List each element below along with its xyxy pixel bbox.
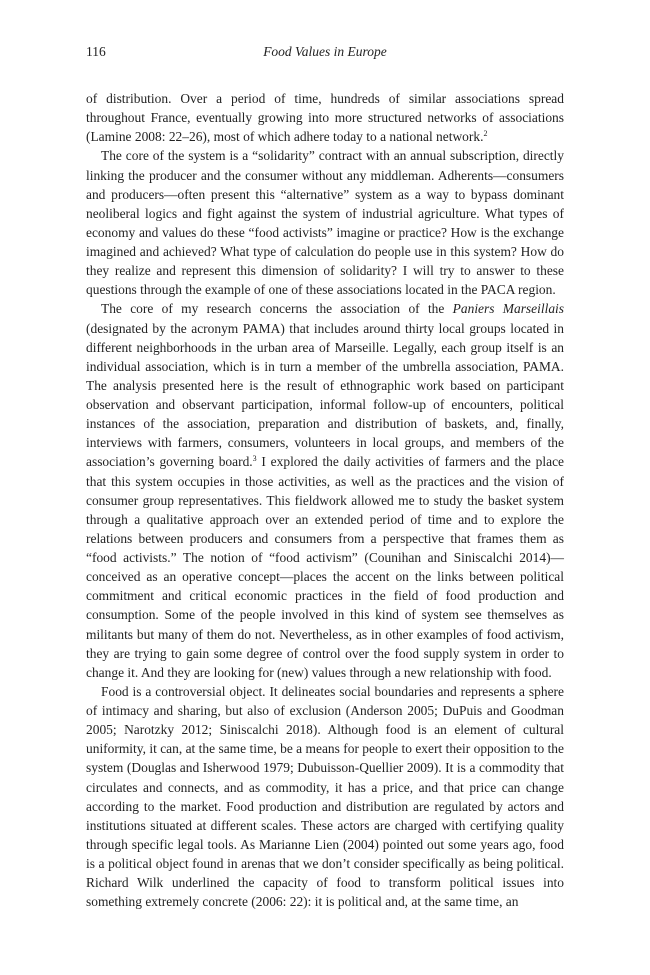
text-segment: The core of my research concerns the association of the [101,301,453,317]
running-title: Food Values in Europe [263,44,387,59]
italic-term: Paniers Marseillais [452,301,564,317]
page-header [86,44,564,64]
text-segment: (designated by the acronym PAMA) that includes around thirty local groups located in different neighborhoods in the urban area of Marseille. Legally, each group itself is an individual association, which is in turn a member of the umbrella association, PAMA. The analysis presented here is the result of ethnographic work based on participant observation and observant participation, informal follow-up of encounters, political instances of the association, preparation and distribution of baskets, and, finally, interviews with farmers, consumers, volunteers in local groups, and members of the association’s governing board. [86,320,564,470]
text-segment: I explored the daily activities of farmers and the place that this system occupies in those activities, as well as the practices and the vision of consumer group representatives. This fieldwork allowed me to study the basket system through a qualitative approach over an extended period of time and to explore the relations between producers and consumers from a perspective that frames them as “food activists.” The notion of “food activism” (Counihan and Siniscalchi 2014)—conceived as an operative concept—places the accent on the links between political commitment and critical economic practices in the field of food production and consumption. Some of the people involved in this kind of system see themselves as militants but many of them do not. Nevertheless, as in other examples of food activism, they are trying to gain some degree of control over the food supply system in order to change it. And they are looking for (new) values through a new relationship with food. [86,454,565,680]
footnote-ref-2: 2 [483,129,488,139]
paragraph-2 [86,146,564,299]
page-number: 116 [86,44,106,59]
text-segment: Food is a controversial object. It delineates social boundaries and represents a sphere of intimacy and sharing, but also of exclusion (Anderson 2005; DuPuis and Goodman 2005; Narotzky 2012; Siniscalchi 2018). Although food is an element of cultural uniformity, it can, at the same time, be a means for people to exert their opposition to the system (Douglas and Isherwood 1979; Dubuisson-Quellier 2009). It is a commodity that circulates and connects, and as commodity, it has a price, and that price can change according to the market. Food production and distribution are regulated by actors and institutions situated at different scales. These actors are charged with certifying quality through specific legal tools. As Marianne Lien (2004) pointed out some years ago, food is a political object found in arenas that we don’t consider specifically as being political. Richard Wilk underlined the capacity of food to transform political issues into something extremely concrete (2006: 22): it is political and, at the same time, an [86,683,564,910]
paragraph-1 [86,89,564,146]
paragraph-3 [86,299,564,682]
text-segment: of distribution. Over a period of time, hundreds of similar associations spread throughout France, eventually growing into more structured networks of associations (Lamine 2008: 22–26), most of which adhere today to a national network. [86,91,564,145]
text-segment: The core of the system is a “solidarity” contract with an annual subscription, directly linking the producer and the consumer without any middleman. Adherents—consumers and producers—often present this “alternative” system as a way to bypass dominant neoliberal logics and fight against the system of industrial agriculture. What types of economy and values do these “food activists” imagine or practice? How is the exchange imagined and achieved? What type of calculation do people use in this system? How do they realize and represent this dimension of solidarity? I will try to answer to these questions through the example of one of these associations located in the PACA region. [86,148,564,298]
paragraph-4 [86,682,564,912]
footnote-ref-3: 3 [252,454,257,464]
body-text [86,89,564,911]
